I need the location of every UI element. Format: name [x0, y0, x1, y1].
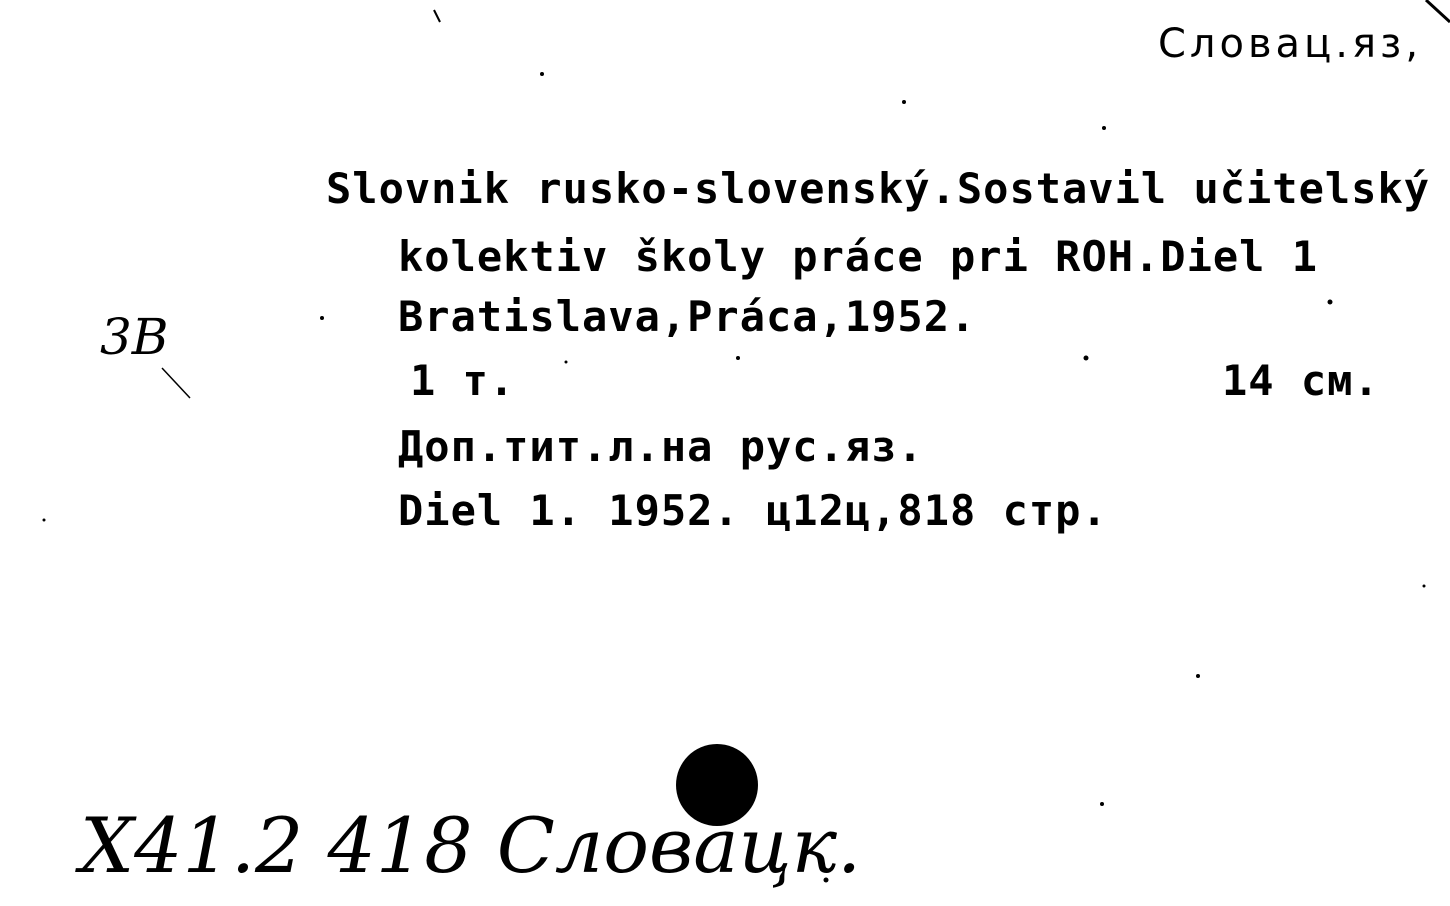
handwritten-call-number: X41.2 418 Словацк. — [80, 801, 862, 890]
handwritten-shelf-mark: 3B — [100, 308, 169, 366]
imprint-line: Bratislava,Práca,1952. — [398, 292, 977, 341]
book-size: 14 см. — [1222, 356, 1380, 405]
pagination-line: Diel 1. 1952. ц12ц,818 стр. — [398, 486, 1108, 535]
note-line: Доп.тит.л.на рус.яз. — [398, 422, 924, 471]
title-line-2: kolektiv školy práce pri ROH.Diel 1 — [398, 232, 1319, 281]
volume-count: 1 т. — [410, 356, 516, 405]
title-line-1: Slovnik rusko-slovenský.Sostavil učitelský — [326, 164, 1431, 213]
handwritten-subject-heading: Словац.яз, — [1158, 21, 1423, 67]
